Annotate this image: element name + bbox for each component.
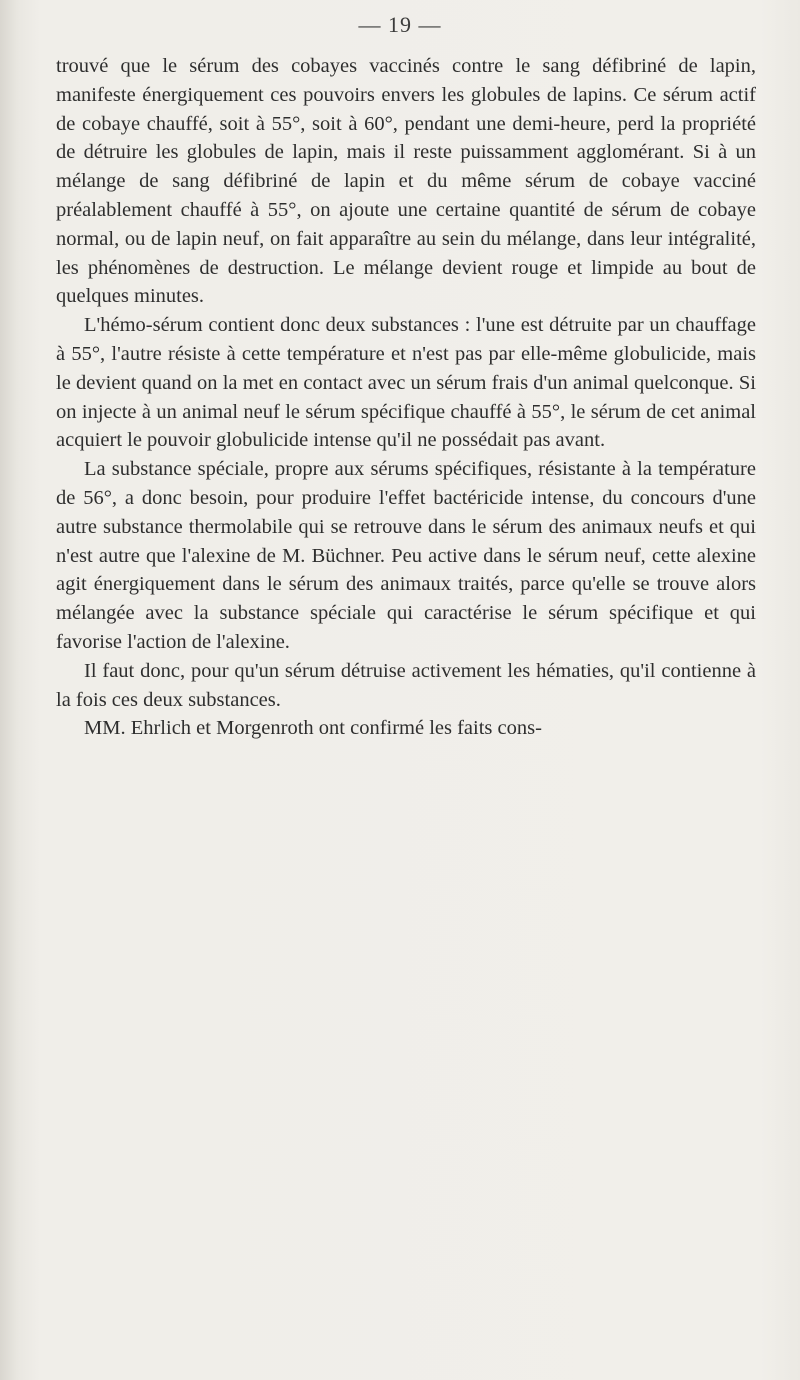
paragraph-2: L'hémo-sérum contient donc deux substances : l'une est détruite par un chauffage à 55°, l'autre résiste à cette température et n'est pas par elle-même globulicide, mais le devient quand on la met en contact avec un sérum frais d'un animal quelconque. Si on injecte à un animal neuf le sérum spécifique chauffé à 55°, le sérum de cet animal acquiert le pouvoir globulicide intense qu'il ne possédait pas avant. (56, 314, 756, 452)
body-text (56, 52, 756, 743)
page-number: — 19 — (358, 12, 442, 37)
paragraph-1: trouvé que le sérum des cobayes vaccinés contre le sang défibriné de lapin, manifeste énergiquement ces pouvoirs envers les globules de lapins. Ce sérum actif de cobaye chauffé, soit à 55°, soit à 60°, pendant une demi-heure, perd la propriété de détruire les globules de lapin, mais il reste puissamment agglomérant. Si à un mélange de sang défibriné de lapin et du même sérum de cobaye vacciné préalablement chauffé à 55°, on ajoute une certaine quantité de sérum de cobaye normal, ou de lapin neuf, on fait apparaître au sein du mélange, dans leur intégralité, les phénomènes de destruction. Le mélange devient rouge et limpide au bout de quelques minutes. (56, 55, 756, 308)
paragraph-4: Il faut donc, pour qu'un sérum détruise activement les hématies, qu'il contienne à la fois ces deux substances. (56, 659, 756, 711)
paragraph-5: MM. Ehrlich et Morgenroth ont confirmé les faits cons- (84, 717, 542, 740)
paragraph-3: La substance spéciale, propre aux sérums spécifiques, résistante à la température de 56°, a donc besoin, pour produire l'effet bactéricide intense, du concours d'une autre substance thermolabile qui se retrouve dans le sérum des animaux neufs et qui n'est autre que l'alexine de M. Büchner. Peu active dans le sérum neuf, cette alexine agit énergiquement dans le sérum des animaux traités, parce qu'elle se trouve alors mélangée avec la substance spéciale qui caractérise le sérum spécifique et qui favorise l'action de l'alexine. (56, 458, 756, 653)
